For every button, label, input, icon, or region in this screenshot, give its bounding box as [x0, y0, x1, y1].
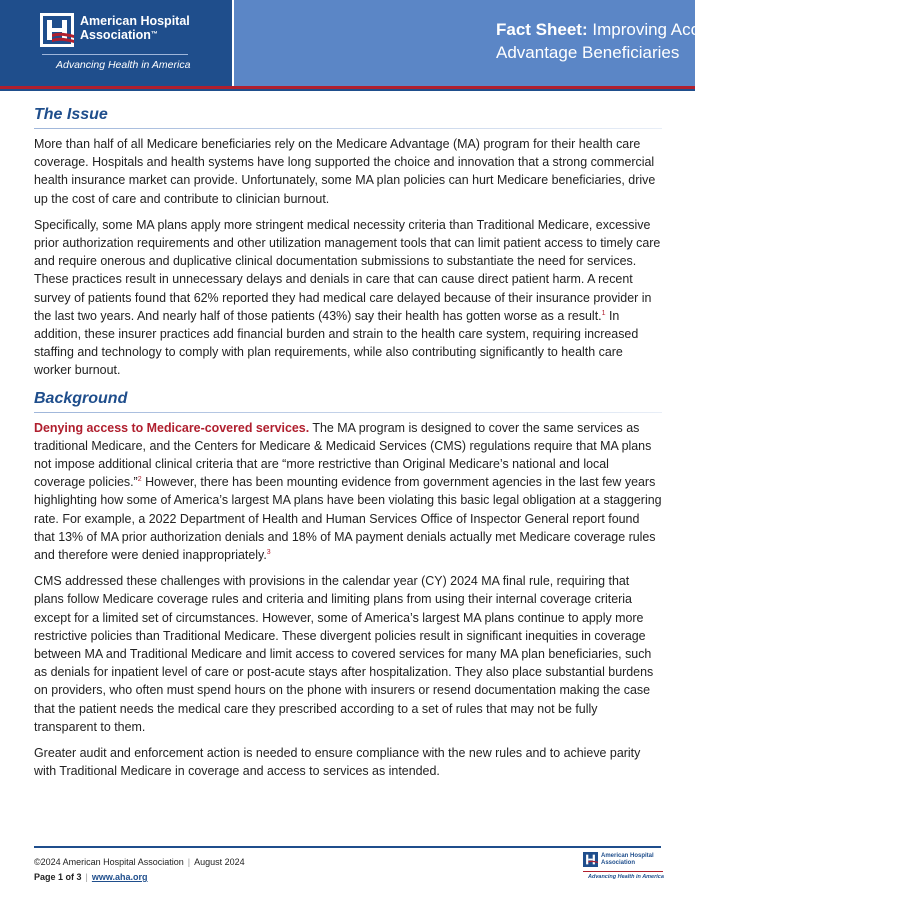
footnote-ref[interactable]: 3 [266, 548, 271, 556]
aha-website-link[interactable]: www.aha.org [91, 872, 148, 882]
org-name: American Hospital Association™ [80, 14, 190, 42]
main-content [34, 104, 662, 789]
section-heading-background: Background [34, 389, 128, 407]
footer-logo [583, 852, 663, 886]
background-paragraph-2: CMS addressed these challenges with provisions in the calendar year (CY) 2024 MA final rule, requiring that plans follow Medicare coverage rules and criteria and limiting plans from using their internal coverage criteria except for a limited set of circumstances. However, some of America’s largest MA plans continue to apply more restrictive policies than Traditional Medicare. These divergent policies result in significant inequities in coverage between MA and Traditional Medicare and limit access to covered services for many MA plan beneficiaries, such as denials for inpatient level of care or post-acute stays after hospitalization. They also place substantial burdens on providers, who often must spend hours on the phone with insurers or resend documentation making the case that the patient needs the medical care they prescribed according to a set of rules that may not be fully transparent to them. [34, 574, 654, 734]
page-number: Page 1 of 3 [34, 872, 82, 882]
document-title: Fact Sheet: Improving Access to Care for Medicare Advantage Beneficiaries [496, 20, 886, 62]
footnote-ref[interactable]: 2 [137, 476, 142, 484]
issue-paragraph-2: Specifically, some MA plans apply more stringent medical necessity criteria than Traditional Medicare, excessive prior authorization requirements and other utilization management tools that can limit patient access to timely care and require onerous and duplicative clinical documentation submissions to substantiate the need for services. These practices result in unnecessary delays and denials in care that can cause direct patient harm. A recent survey of patients found that 62% reported they had medical care delayed because of their insurance provider in the last two years. And nearly half of those patients (43%) say their health has gotten worse as a result.$^1$ In addition, these insurer practices add financial burden and strain to the health care system, requiring increased staffing and technology to comply with plan requirements, while also contributing significantly to health care worker burnout. [34, 217, 661, 378]
section-rule [34, 412, 662, 413]
section-rule [34, 128, 662, 129]
logo-panel [0, 0, 232, 86]
footer-copyright: ©2024 American Hospital Association [34, 857, 184, 867]
footer-rule [34, 846, 661, 848]
footer-logo-rule [583, 871, 663, 872]
org-tagline: Advancing Health in America [56, 59, 191, 71]
footer-date: August 2024 [194, 857, 245, 867]
footer-tagline: Advancing Health in America [588, 874, 664, 880]
page-header [0, 0, 886, 86]
issue-paragraph-1: More than half of all Medicare beneficiaries rely on the Medicare Advantage (MA) program for their health care coverage. Hospitals and health systems have long supported the choice and innovation that a strong commercial health insurance market can provide. Unfortunately, some MA plan policies can hurt Medicare beneficiaries, drive up the cost of care and contribute to clinician burnout. [34, 137, 656, 206]
background-paragraph-3: Greater audit and enforcement action is needed to ensure compliance with the new rules and to achieve parity with Traditional Medicare in coverage and access to services as intended. [34, 746, 641, 779]
section-background [34, 388, 662, 781]
footer-org-name: American Hospital Association [601, 853, 654, 866]
footnote-ref[interactable]: 1 [601, 309, 606, 317]
logo-divider [42, 54, 188, 55]
background-paragraph-1: Denying access to Medicare-covered services. The MA program is designed to cover the same services as traditional Medicare, and the Centers for Medicare & Medicaid Services (CMS) regulations require that MA plans not impose additional clinical criteria that are “more restrictive than Original Medicare’s national and local coverage policies.”$^2$ However, there has been mounting evidence from government agencies in the last few years highlighting how some of America’s largest MA plans have been violating this basic legal obligation at a staggering rate. For example, a 2022 Department of Health and Human Services Office of Inspector General report found that 13% of MA prior authorization denials and 18% of MA payment denials actually met Medicare coverage rules and therefore were denied inappropriately.$^3$ [34, 420, 662, 563]
header-rule-blue [0, 89, 695, 91]
aha-logo-icon [583, 852, 598, 867]
section-heading-issue: The Issue [34, 106, 108, 123]
aha-logo-icon [40, 13, 74, 47]
paragraph-lead-in: Denying access to Medicare-covered services. [34, 420, 310, 435]
title-panel [234, 0, 886, 86]
page-footer: ©2024 American Hospital Association | August 2024 Page 1 of 3 | www.aha.org [34, 857, 245, 882]
section-the-issue [34, 104, 662, 380]
